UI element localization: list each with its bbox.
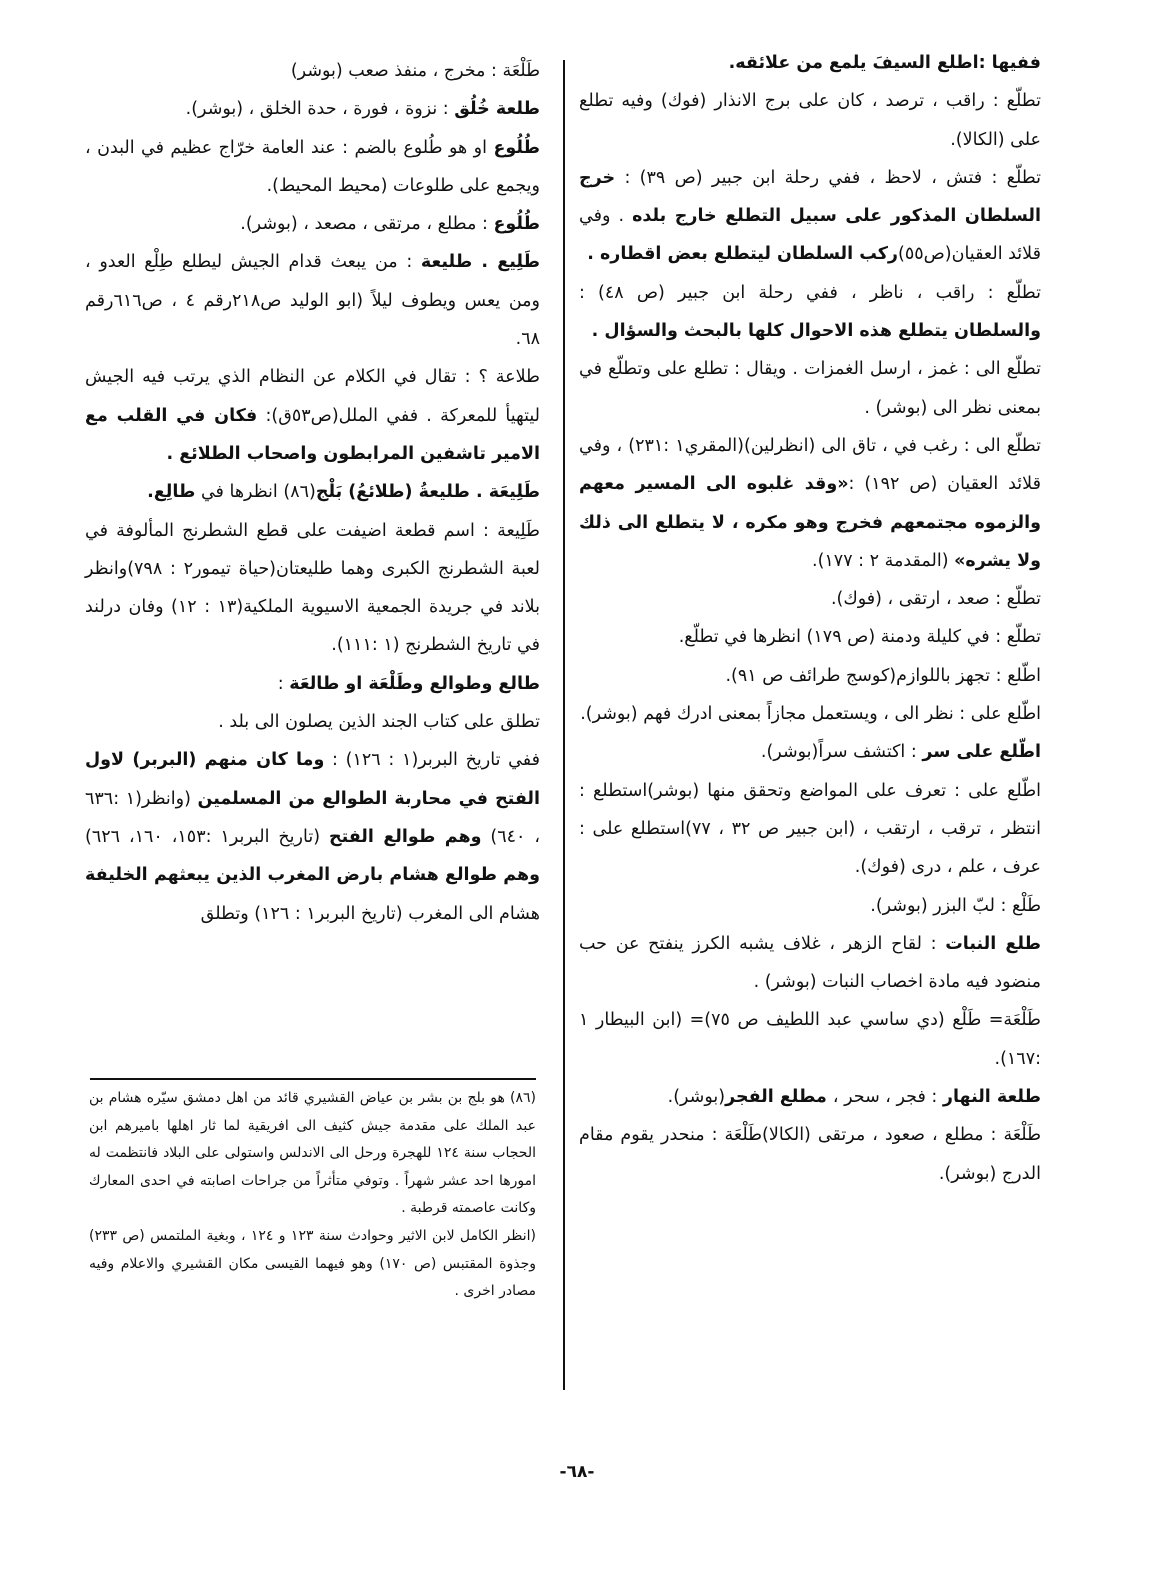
entry: طَلْع : لبّ البزر (بوشر). — [870, 895, 1041, 916]
footnote: (انظر الكامل لابن الاثير وحوادث سنة ١٢٣ و ١٢٤ ، وبغية الملتمس (ص ٢٣٣) وجذوة المقتبس (ص ١٧٠) وهو فيهما القيسى مكان القشيري والاعلام وفيه مصادر اخرى . — [89, 1227, 536, 1300]
entry: طُلُوع او هو طُلوع بالضم : عند العامة خرّاج عظيم في البدن ، ويجمع على طلوعات (محيط المحيط). — [85, 137, 540, 196]
footnote: (٨٦) هو بلج بن بشر بن عياض القشيري قائد من اهل دمشق سيّره هشام بن عبد الملك على مقدمة جيش كثيف الى افريقية لما ثار اهلها باميرهم ابن الحجاب سنة ١٢٤ للهجرة ورحل الى الاندلس واستولى على البلاد فانتظمت له امورها احد عشر شهراً . وتوفي متأثراً من جراحات اصابته في احدى المعارك وكانت عاصمته قرطبة . — [89, 1090, 536, 1217]
entry: اطّلع على : تعرف على المواضع وتحقق منها (بوشر)استطلع : انتظر ، ترقب ، ارتقب ، (ابن جبير ص ٣٢ ، ٧٧)استطلع على : عرف ، علم ، درى (فوك). — [579, 780, 1041, 878]
entry: تطلّع : صعد ، ارتقى ، (فوك). — [830, 589, 1041, 610]
page-number: -٦٨- — [559, 1462, 595, 1482]
entry: طُلُوع : مطلع ، مرتقى ، مصعد ، (بوشر). — [240, 214, 540, 235]
entry: طلاعة ؟ : تقال في الكلام عن النظام الذي يرتب فيه الجيش ليتهيأ للمعركة . ففي الملل(ص٥٣ق): فكان في القلب مع الامير تاشفين المرابطون واصحاب الطلائع . — [85, 367, 540, 464]
entry: طلع النبات : لقاح الزهر ، غلاف يشبه الكرز ينفتح عن حب منضود فيه مادة اخصاب النبات (بوشر) . — [579, 933, 1042, 993]
entry: طَلِيعة : اسم قطعة اضيفت على قطع الشطرنج المألوفة في لعبة الشطرنج الكبرى وهما طليعتان(حياة تيمور٢ : ٧٩٨)وانظر بلاند في جريدة الجمعية الاسيوية الملكية(١٣ : ١٢) وفان درلند في تاريخ الشطرنج (١ :١١١). — [85, 520, 540, 656]
entry: تطلّع : راقب ، ناظر ، ففي رحلة ابن جبير (ص ٤٨) : والسلطان يتطلع هذه الاحوال كلها بالبحث والسؤال . — [579, 282, 1041, 342]
entry: تطلّع الى : غمز ، ارسل الغمزات . ويقال : تطلع على وتطلّع في بمعنى نظر الى (بوشر) . — [579, 359, 1041, 418]
entry: تطلّع : فتش ، لاحظ ، ففي رحلة ابن جبير (ص ٣٩) : خرج السلطان المذكور على سبيل التطلع خارج بلده . وفي قلائد العقيان(ص٥٥)ركب السلطان ليتطلع بعض اقطاره . — [579, 167, 1041, 265]
entry: طَلْعَة= طَلْع (دي ساسي عبد اللطيف ص ٧٥)= (ابن البيطار ١ :١٦٧). — [579, 1010, 1041, 1069]
entry: اطّلع : تجهز باللوازم(كوسج طرائف ص ٩١). — [725, 665, 1041, 686]
entry: اطّلع على : نظر الى ، ويستعمل مجازاً بمعنى ادرك فهم (بوشر). — [580, 704, 1041, 725]
footnotes — [89, 1085, 536, 1306]
entry: طَلِيع . طليعة : من يبعث قدام الجيش ليطلع طِلْع العدو ، ومن يعس ويطوف ليلاً (ابو الوليد ص٢١٨رقم ٤ ، ص٦١٦رقم ٦٨. — [85, 252, 540, 350]
entry: تطلق على كتاب الجند الذين يصلون الى بلد . — [218, 712, 540, 733]
entry: طالع وطوالع وطَلْعَة او طالعَة : — [277, 673, 540, 694]
entry: طلعة خُلُق : نزوة ، فورة ، حدة الخلق ، (بوشر). — [185, 99, 540, 120]
column-divider — [563, 60, 565, 1390]
entry: تطلّع الى : رغب في ، تاق الى (انظرلين)(المقري١ :٢٣١) ، وفي قلائد العقيان (ص ١٩٢) :«وقد غلبوه الى المسير معهم والزموه مجتمعهم فخرج وهو مكره ، لا يتطلع الى ذلك ولا يشره» (المقدمة ٢ : ١٧٧). — [579, 435, 1041, 571]
entry: ففي تاريخ البربر(١ : ١٢٦) : وما كان منهم (البربر) لاول الفتح في محاربة الطوالع من المسلمين (وانظر(١ :٦٣٦ ، ٦٤٠) وهم طوالع الفتح (تاريخ البربر١ :١٥٣، ١٦٠، ٦٢٦) وهم طوالع هشام بارض المغرب الذين يبعثهم الخليفة هشام الى المغرب (تاريخ البربر١ : ١٢٦) وتطلق — [85, 750, 541, 924]
entry: تطلّع : في كليلة ودمنة (ص ١٧٩) انظرها في تطلّع. — [678, 627, 1041, 648]
entry: طَلِيعَة . طليعةُ (طلائعُ) بَلْج(٨٦) انظرها في طالِع. — [147, 482, 540, 503]
entry: اطّلع على سر : اكتشف سراً(بوشر). — [760, 742, 1041, 763]
right-column — [579, 44, 1041, 1193]
entry: طَلْعَة : مطلع ، صعود ، مرتقى (الكالا)طَلْعَة : منحدر يقوم مقام الدرج (بوشر). — [579, 1125, 1041, 1184]
footnote-rule — [90, 1078, 536, 1080]
entry: طَلْعَة : مخرج ، منفذ صعب (بوشر) — [290, 61, 540, 81]
entry: تطلّع : راقب ، ترصد ، كان على برج الانذار (فوك) وفيه تطلع على (الكالا). — [579, 91, 1041, 150]
left-column — [85, 52, 540, 933]
entry: ففيها :اطلع السيفَ يلمع من علائقه. — [728, 53, 1041, 73]
entry: طلعة النهار : فجر ، سحر ، مطلع الفجر(بوشر). — [667, 1087, 1041, 1108]
